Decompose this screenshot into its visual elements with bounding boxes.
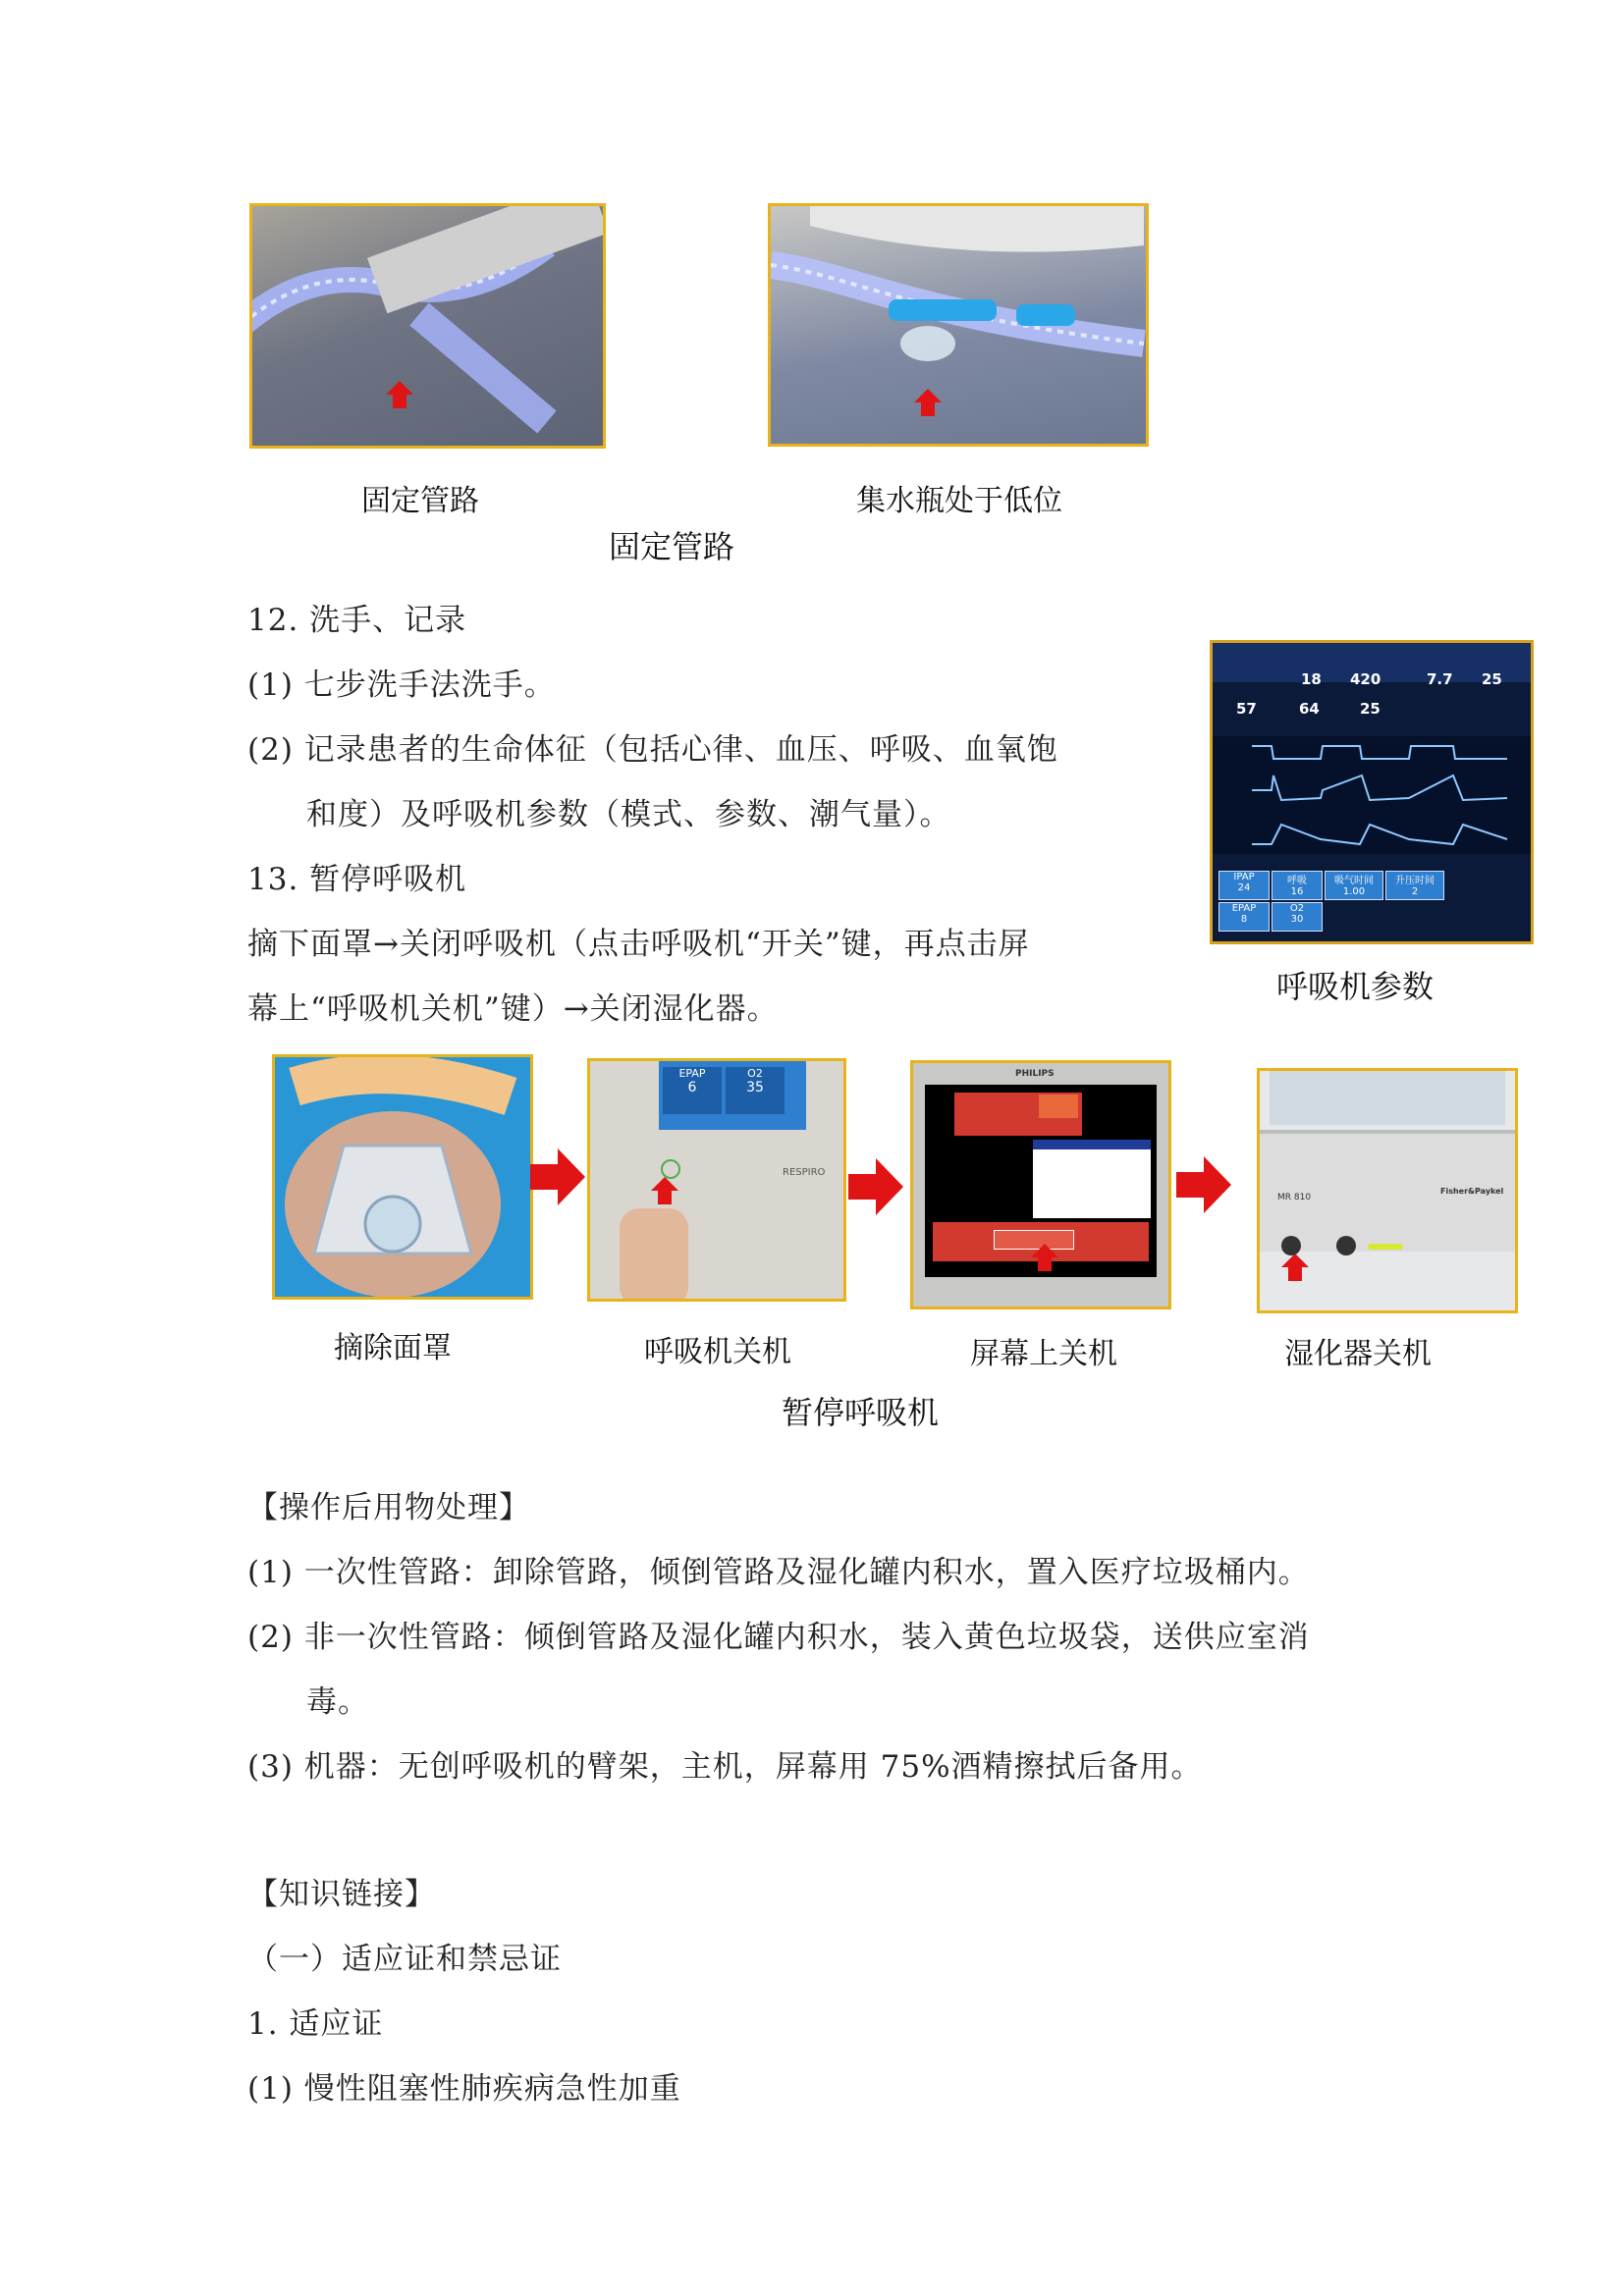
step12-item-1: (1) 七步洗手法洗手。 [247,667,556,703]
post-handling-heading: 【操作后用物处理】 [247,1490,530,1525]
post-handling-line-1: (1) 一次性管路：卸除管路，倾倒管路及湿化罐内积水，置入医疗垃圾桶内。 [247,1555,1310,1590]
flow-arrow-icon [848,1158,903,1215]
vent-setting-ipap: IPAP 24 [1218,871,1270,900]
vent-setting-epap: EPAP 8 [1218,902,1270,932]
red-up-arrow-icon [914,389,942,416]
humidifier-brand: Fisher&Paykel [1440,1187,1504,1196]
vent-setting-o2: O2 30 [1272,902,1323,932]
humidifier-led-indicator [1368,1244,1403,1250]
water-trap-illustration [771,206,1149,447]
humidifier-power-button [1281,1236,1301,1255]
red-up-arrow-icon [386,381,413,408]
step13-line-1: 摘下面罩→关闭呼吸机（点击呼吸机“开关”键，再点击屏 [247,927,1030,962]
tubing-photo-illustration [252,206,606,449]
monitor-brand: PHILIPS [1015,1069,1055,1079]
flow-arrow-icon [1176,1156,1231,1213]
water-trap-photo [768,203,1149,447]
vent-value: 7.7 [1427,670,1453,688]
power-icon [661,1159,680,1179]
remove-mask-photo [272,1054,533,1300]
step12-item-2-cont: 和度）及呼吸机参数（模式、参数、潮气量）。 [306,797,951,832]
red-up-arrow-icon [651,1177,678,1204]
pause-ventilator-figure-caption: 暂停呼吸机 [782,1394,940,1431]
humidifier-model: MR 810 [1277,1193,1312,1202]
finger-illustration [620,1208,688,1302]
tubing-fixed-photo [249,203,606,449]
vent-panel-epap: EPAP 6 [663,1067,722,1114]
humidifier-off-photo [1257,1068,1518,1313]
vent-panel-brand: RESPIRO [783,1167,826,1178]
flow-step-caption: 呼吸机关机 [644,1335,791,1369]
vent-setting-ti: 吸气时间 1.00 [1325,871,1383,900]
vent-setting-rate: 呼吸 16 [1272,871,1323,900]
tubing-fixed-caption: 固定管路 [361,484,479,518]
humidifier-chamber [1270,1071,1505,1125]
screen-shutdown-photo [910,1060,1171,1309]
knowledge-item-1-1: (1) 慢性阻塞性肺疾病急性加重 [247,2071,681,2107]
flow-step-caption: 屏幕上关机 [970,1337,1117,1371]
vent-value: 57 [1236,700,1257,718]
step12-title: 12. 洗手、记录 [247,603,467,638]
post-handling-line-3: (3) 机器：无创呼吸机的臂架，主机，屏幕用 75%酒精擦拭后备用。 [247,1749,1203,1785]
vent-value: 25 [1482,670,1502,688]
vent-value: 25 [1360,700,1380,718]
flow-arrow-icon [530,1148,585,1205]
ventilator-off-photo [587,1058,846,1302]
vent-value: 64 [1299,700,1320,718]
fix-tubing-figure-caption: 固定管路 [609,528,735,565]
vent-panel-o2: O2 35 [726,1067,785,1114]
ventilator-params-screen [1210,640,1534,944]
knowledge-item-1: 1. 适应证 [247,2006,384,2042]
water-trap-caption: 集水瓶处于低位 [856,484,1062,518]
post-handling-line-2: (2) 非一次性管路：倾倒管路及湿化罐内积水，装入黄色垃圾袋，送供应室消 [247,1620,1310,1655]
humidifier-mode-button [1336,1236,1356,1255]
flow-step-caption: 摘除面罩 [334,1331,452,1365]
knowledge-heading: 【知识链接】 [247,1877,436,1912]
vent-value: 420 [1350,670,1381,688]
step12-item-2: (2) 记录患者的生命体征（包括心律、血压、呼吸、血氧饱 [247,732,1058,768]
post-handling-line-2-cont: 毒。 [306,1684,369,1720]
mask-illustration [275,1057,530,1297]
red-up-arrow-icon [1281,1254,1309,1281]
flow-step-caption: 湿化器关机 [1284,1337,1432,1371]
knowledge-subheading: （一）适应证和禁忌证 [247,1942,562,1977]
step13-line-2: 幕上“呼吸机关机”键）→关闭湿化器。 [247,991,779,1027]
vent-setting-rise: 升压时间 2 [1385,871,1444,900]
step13-title: 13. 暂停呼吸机 [247,862,467,897]
vent-value: 18 [1301,670,1322,688]
red-up-arrow-icon [1031,1244,1058,1271]
ventilator-params-caption: 呼吸机参数 [1276,968,1435,1005]
